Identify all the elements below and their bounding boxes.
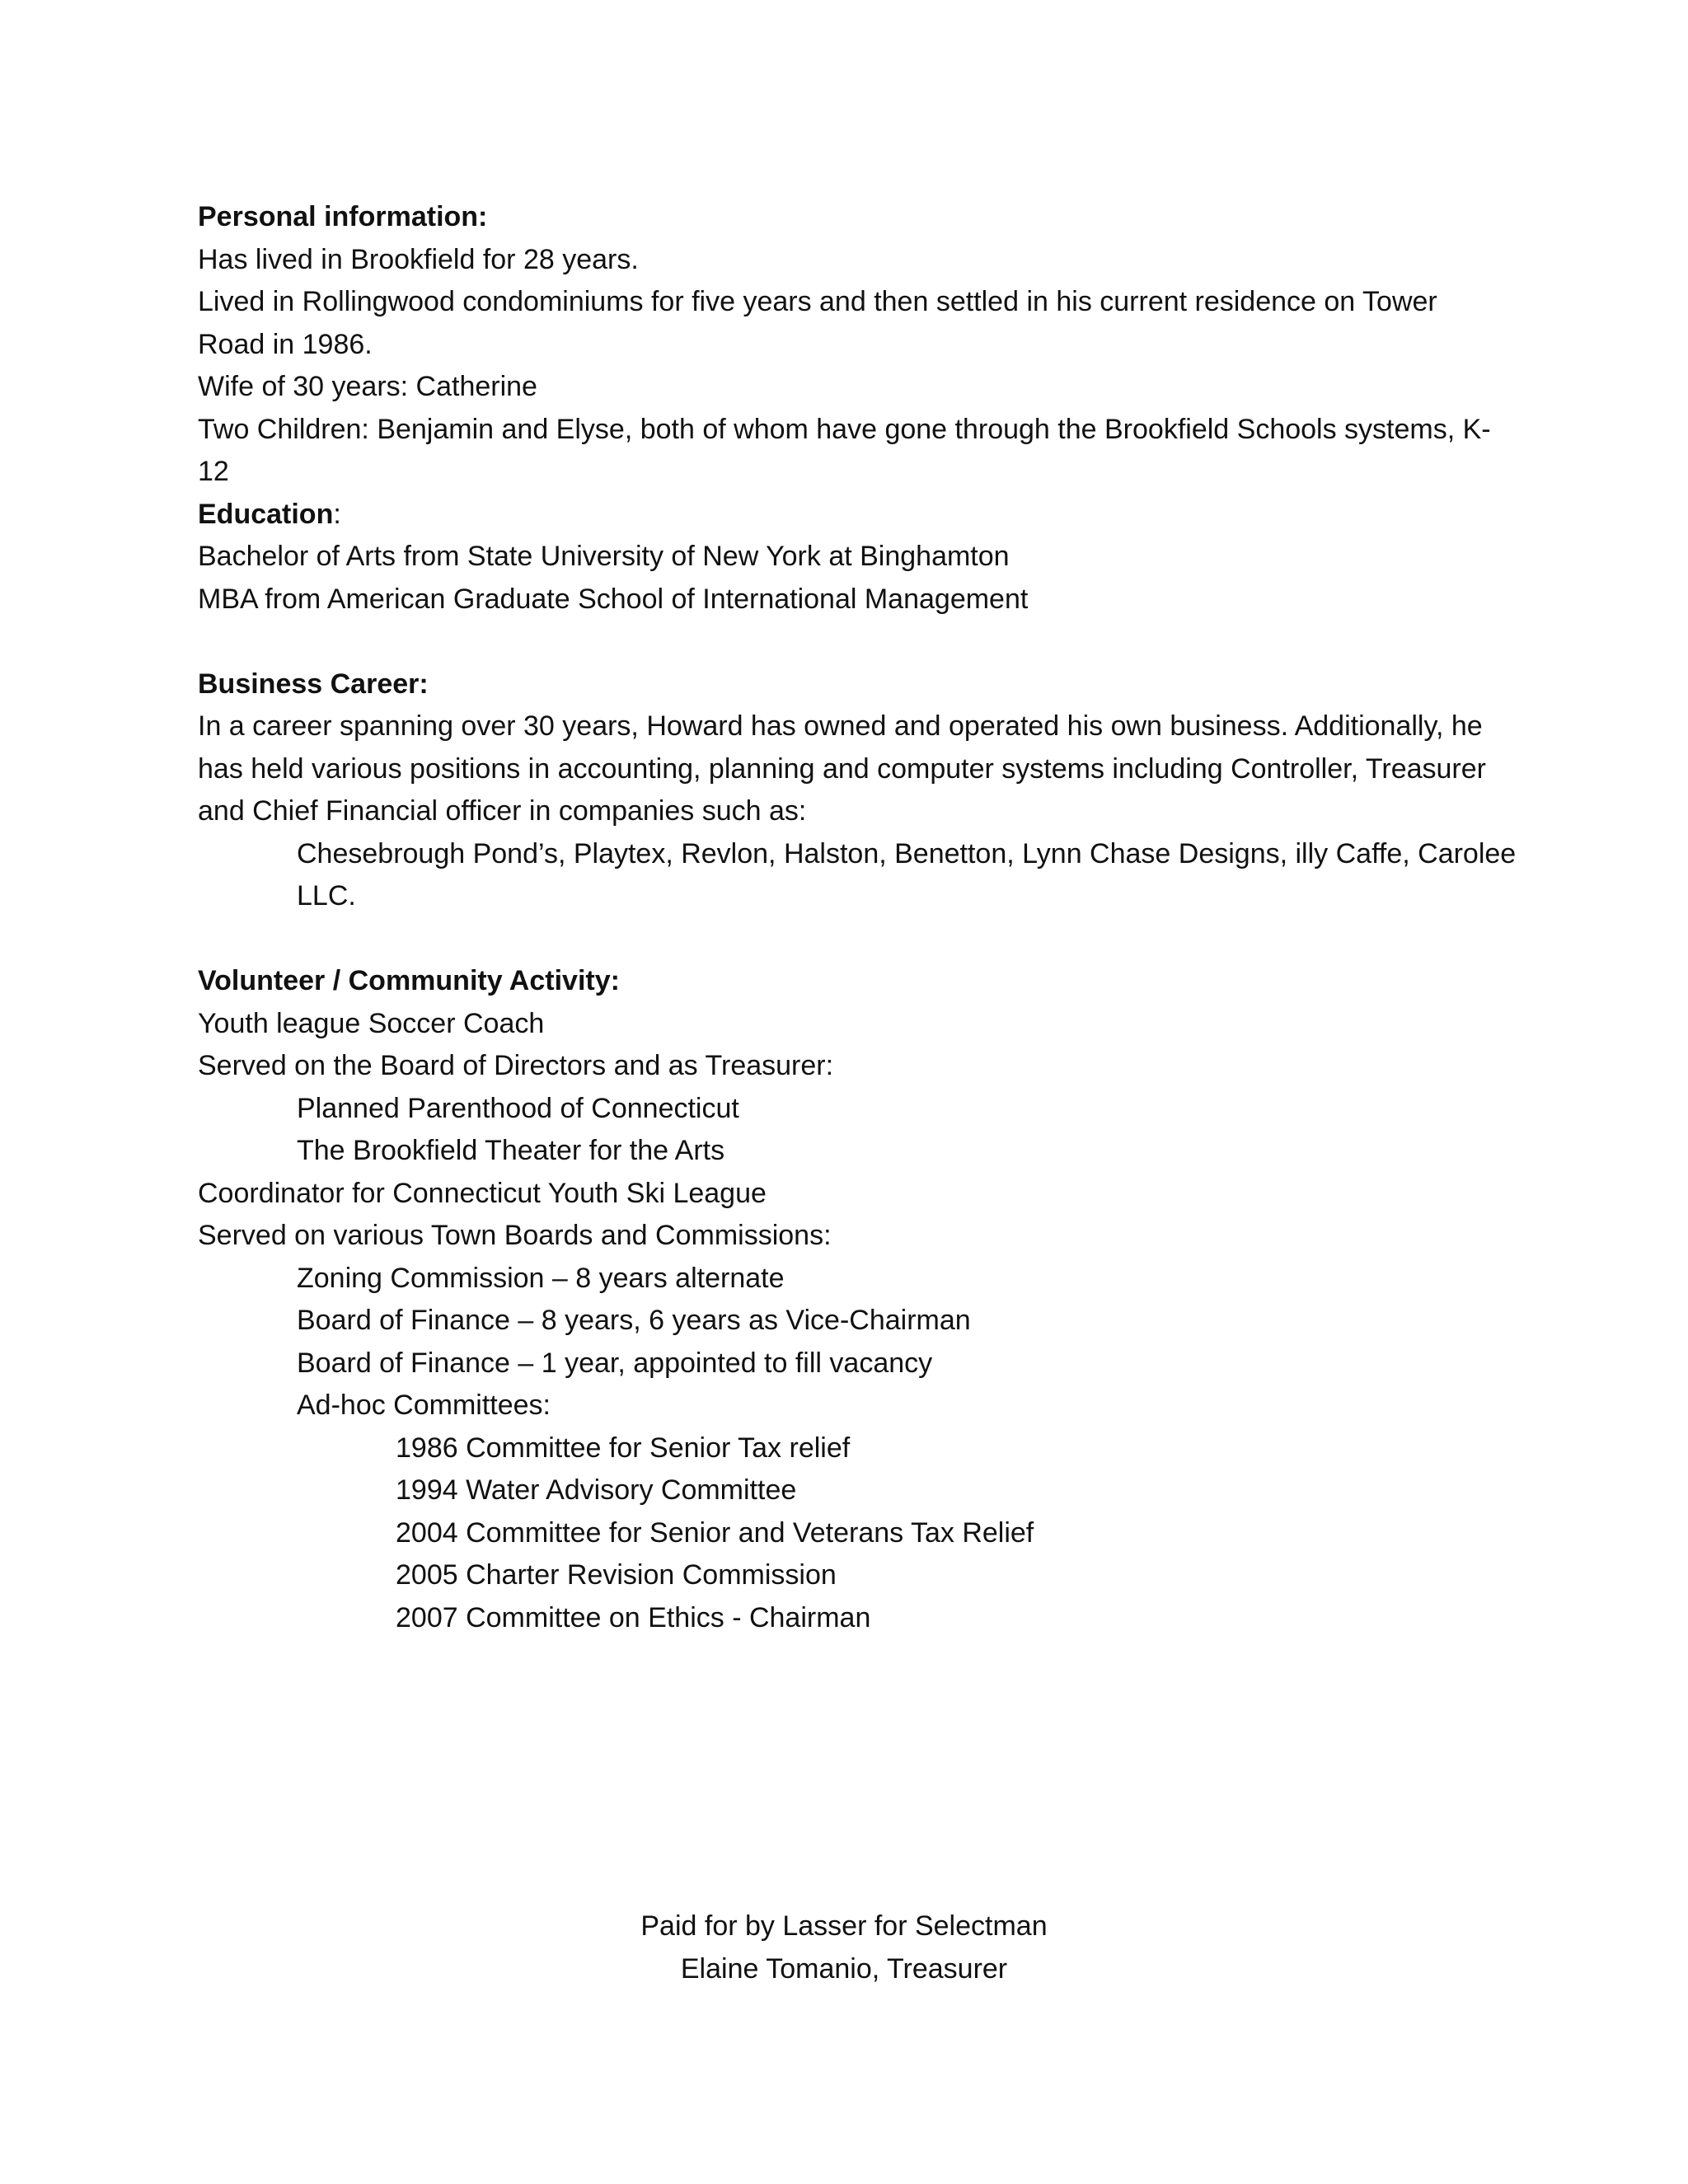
adhoc-committee-item: 1986 Committee for Senior Tax relief bbox=[396, 1432, 851, 1464]
volunteer-line: Served on the Board of Directors and as Treasurer: bbox=[198, 1050, 834, 1081]
business-line: and Chief Financial officer in companies such as: bbox=[198, 795, 807, 827]
education-line: Bachelor of Arts from State University of New York at Binghamton bbox=[198, 541, 1010, 572]
business-line: has held various positions in accounting, planning and computer systems including Controller, Treasurer bbox=[198, 752, 1486, 785]
adhoc-committee-item: 2005 Charter Revision Commission bbox=[396, 1559, 837, 1591]
town-board-item: Board of Finance – 8 years, 6 years as Vice-Chairman bbox=[297, 1305, 971, 1336]
adhoc-committee-item: 1994 Water Advisory Committee bbox=[396, 1474, 797, 1506]
adhoc-committee-item: 2007 Committee on Ethics - Chairman bbox=[396, 1601, 871, 1633]
personal-line: Two Children: Benjamin and Elyse, both of whom have gone through the Brookfield Schools systems, K- bbox=[198, 413, 1491, 445]
spacer bbox=[198, 918, 1484, 961]
paid-for-line: Paid for by Lasser for Selectman bbox=[640, 1910, 1048, 1942]
volunteer-heading: Volunteer / Community Activity: bbox=[198, 965, 620, 996]
spacer bbox=[198, 621, 1484, 663]
town-board-item: Board of Finance – 1 year, appointed to fill vacancy bbox=[297, 1347, 933, 1379]
treasurer-line: Elaine Tomanio, Treasurer bbox=[680, 1952, 1008, 1985]
personal-line: 12 bbox=[198, 456, 229, 487]
volunteer-line: Served on various Town Boards and Commissions: bbox=[198, 1220, 832, 1251]
town-board-item: Ad-hoc Committees: bbox=[297, 1390, 551, 1421]
personal-line: Has lived in Brookfield for 28 years. bbox=[198, 243, 639, 275]
volunteer-line: Youth league Soccer Coach bbox=[198, 1007, 545, 1039]
business-heading: Business Career: bbox=[198, 668, 429, 700]
companies-line: LLC. bbox=[297, 880, 356, 912]
personal-line: Road in 1986. bbox=[198, 328, 373, 360]
town-board-item: Zoning Commission – 8 years alternate bbox=[297, 1262, 785, 1294]
volunteer-line: Coordinator for Connecticut Youth Ski League bbox=[198, 1177, 767, 1209]
adhoc-committee-item: 2004 Committee for Senior and Veterans Tax Relief bbox=[396, 1516, 1034, 1549]
board-item: Planned Parenthood of Connecticut bbox=[297, 1092, 739, 1124]
business-line: In a career spanning over 30 years, Howard has owned and operated his own business. Additionally, he bbox=[198, 710, 1483, 742]
personal-line: Wife of 30 years: Catherine bbox=[198, 371, 537, 402]
companies-line: Chesebrough Pond’s, Playtex, Revlon, Halston, Benetton, Lynn Chase Designs, illy Caffe, Carolee bbox=[297, 837, 1517, 869]
education-heading-colon: : bbox=[333, 498, 341, 530]
document-body bbox=[198, 196, 1517, 1639]
education-line: MBA from American Graduate School of International Management bbox=[198, 583, 1029, 615]
education-heading: Education bbox=[198, 498, 334, 530]
personal-line: Lived in Rollingwood condominiums for five years and then settled in his current residence on Tower bbox=[198, 286, 1437, 317]
personal-heading: Personal information: bbox=[198, 201, 488, 232]
footer bbox=[0, 1905, 1688, 1990]
board-item: The Brookfield Theater for the Arts bbox=[297, 1135, 725, 1166]
education-heading-row bbox=[198, 494, 1484, 537]
